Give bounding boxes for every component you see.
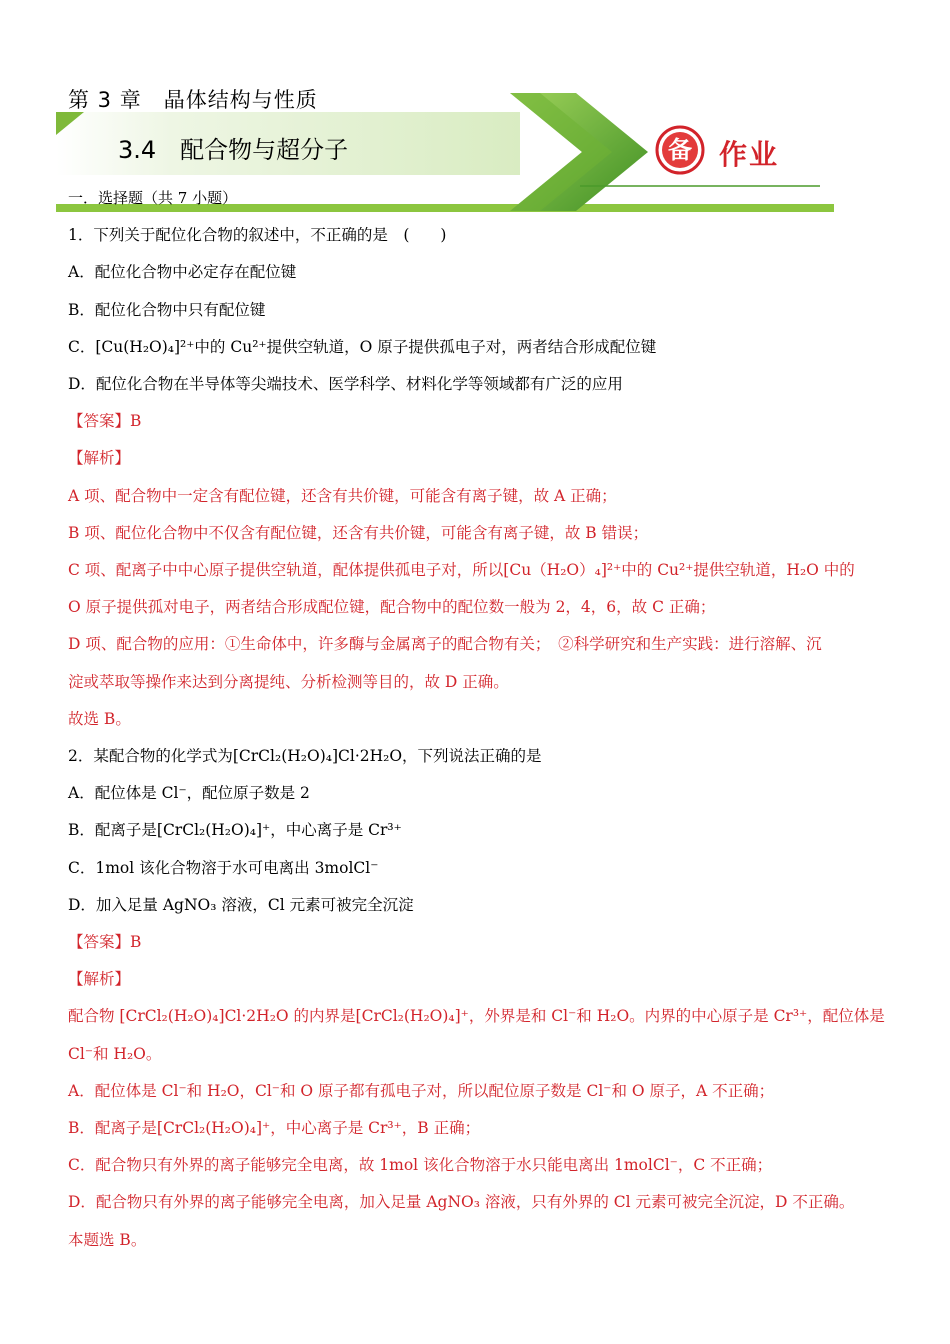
answer-text-line: 【答案】B <box>68 933 142 952</box>
answer-text-line: C 项、配离子中中心原子提供空轨道，配体提供孤电子对，所以[Cu（H₂O）₄]²⁺中的 Cu²⁺提供空轨道，H₂O 中的 <box>68 561 855 580</box>
question-text-line: A．配位体是 Cl⁻，配位原子数是 2 <box>68 784 310 803</box>
answer-text-line: Cl⁻和 H₂O。 <box>68 1044 162 1063</box>
answer-text-line: D．配合物只有外界的离子能够完全电离，加入足量 AgNO₃ 溶液，只有外界的 Cl 元素可被完全沉淀，D 不正确。 <box>68 1193 855 1212</box>
question-text-line: A．配位化合物中必定存在配位键 <box>68 263 297 282</box>
question-text-line: C．[Cu(H₂O)₄]²⁺中的 Cu²⁺提供空轨道，O 原子提供孤电子对，两者结合形成配位键 <box>68 337 657 356</box>
answer-text-line: 【解析】 <box>68 970 131 989</box>
answer-text-line: 淀或萃取等操作来达到分离提纯、分析检测等目的，故 D 正确。 <box>68 672 509 691</box>
answer-text-line: 【答案】B <box>68 412 142 431</box>
document-body <box>68 180 888 1259</box>
answer-text-line: 【解析】 <box>68 449 131 468</box>
question-text-line: C．1mol 该化合物溶于水可电离出 3molCl⁻ <box>68 858 379 877</box>
question-text-line: D．加入足量 AgNO₃ 溶液，Cl 元素可被完全沉淀 <box>68 895 414 914</box>
chapter-title: 第 3 章 晶体结构与性质 <box>68 88 318 112</box>
answer-text-line: A．配位体是 Cl⁻和 H₂O，Cl⁻和 O 原子都有孤电子对，所以配位原子数是 Cl⁻和 O 原子，A 不正确； <box>68 1081 775 1100</box>
answer-text-line: A 项、配合物中一定含有配位键，还含有共价键，可能含有离子键，故 A 正确； <box>68 486 617 505</box>
section-title: 3.4 配合物与超分子 <box>118 136 349 164</box>
badge-label: 作业 <box>719 138 780 171</box>
question-text-line: 2．某配合物的化学式为[CrCl₂(H₂O)₄]Cl·2H₂O，下列说法正确的是 <box>68 747 542 766</box>
answer-text-line: B．配离子是[CrCl₂(H₂O)₄]⁺，中心离子是 Cr³⁺，B 正确； <box>68 1119 481 1138</box>
answer-text-line: C．配合物只有外界的离子能够完全电离，故 1mol 该化合物溶于水只能电离出 1molCl⁻，C 不正确； <box>68 1156 773 1175</box>
answer-text-line: D 项、配合物的应用：①生命体中，许多酶与金属离子的配合物有关； ②科学研究和生产实践：进行溶解、沉 <box>68 635 822 654</box>
question-text-line: 一．选择题（共 7 小题） <box>68 189 238 207</box>
answer-text-line: 故选 B。 <box>68 709 131 728</box>
answer-text-line: O 原子提供孤对电子，两者结合形成配位键，配合物中的配位数一般为 2，4，6，故 C 正确； <box>68 598 716 617</box>
question-text-line: B．配离子是[CrCl₂(H₂O)₄]⁺，中心离子是 Cr³⁺ <box>68 821 402 840</box>
badge-char: 备 <box>668 136 692 164</box>
question-text-line: B．配位化合物中只有配位键 <box>68 300 266 319</box>
answer-text-line: 本题选 B。 <box>68 1230 147 1249</box>
question-text-line: 1．下列关于配位化合物的叙述中，不正确的是 ( ) <box>68 226 447 245</box>
question-text-line: D．配位化合物在半导体等尖端技术、医学科学、材料化学等领域都有广泛的应用 <box>68 375 623 394</box>
answer-text-line: 配合物 [CrCl₂(H₂O)₄]Cl·2H₂O 的内界是[CrCl₂(H₂O)₄]⁺，外界是和 Cl⁻和 H₂O。内界的中心原子是 Cr³⁺，配位体是 <box>68 1007 885 1026</box>
answer-text-line: B 项、配位化合物中不仅含有配位键，还含有共价键，可能含有离子键，故 B 错误； <box>68 523 649 542</box>
